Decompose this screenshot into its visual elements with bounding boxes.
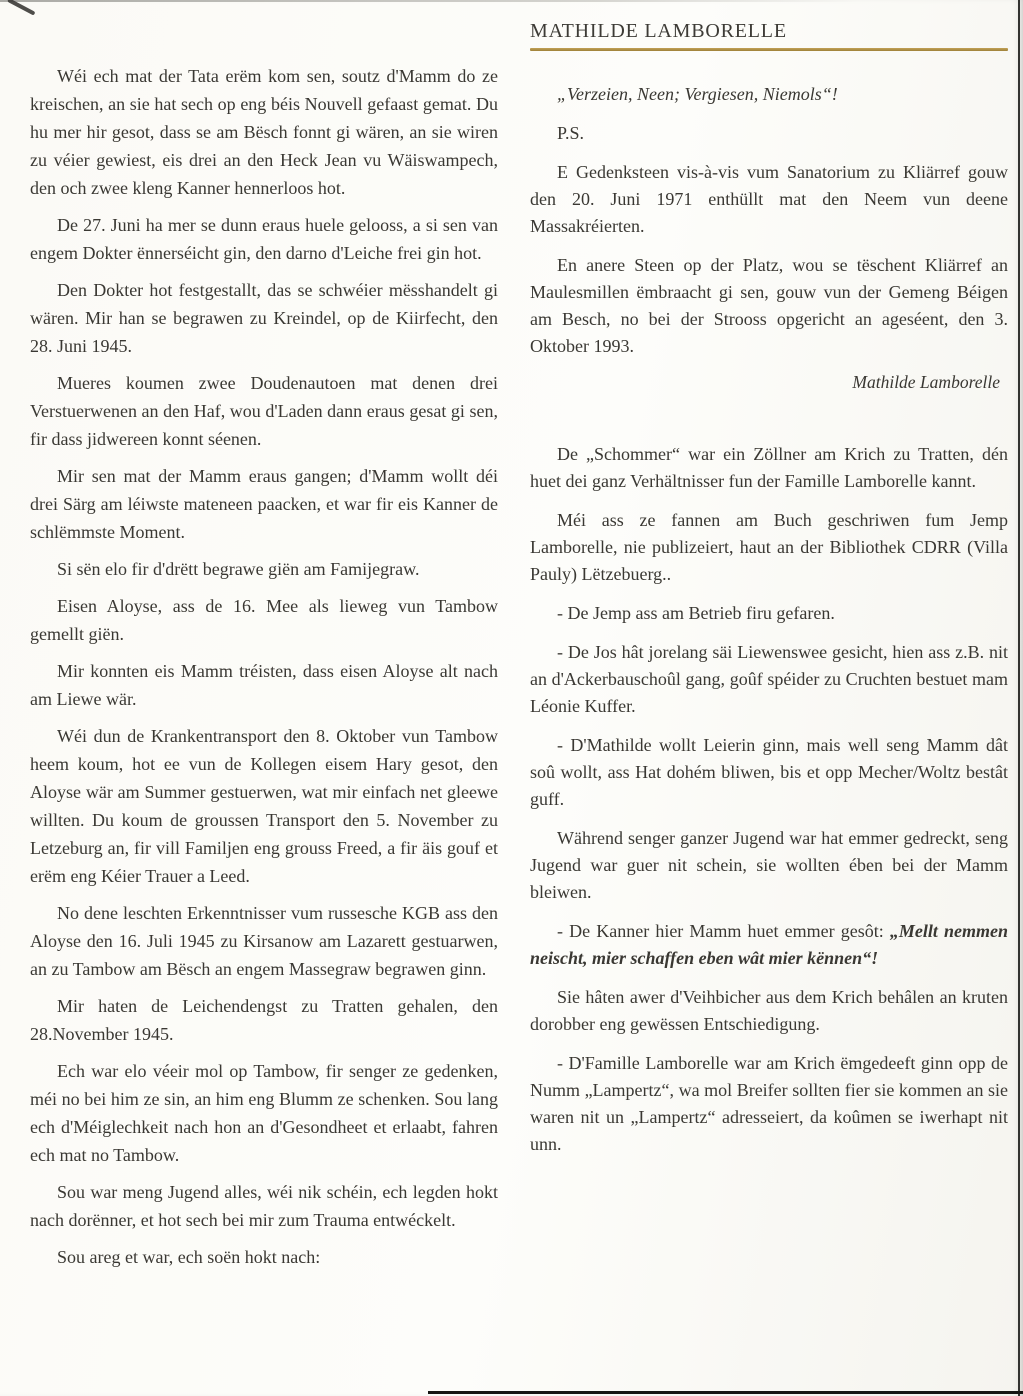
paragraph: Mir haten de Leichendengst zu Tratten gehalen, den 28.November 1945. bbox=[30, 996, 498, 1044]
paragraph: Sie hâten awer d'Veihbicher aus dem Krich behâlen an kruten dorobber eng gewëssen Entschiedigung. bbox=[530, 987, 1008, 1034]
ps-label: P.S. bbox=[557, 123, 585, 143]
dash-item bbox=[530, 918, 1008, 972]
paragraph: Méi ass ze fannen am Buch geschriwen fum Jemp Lamborelle, nie publizeiert, haut an der Bibliothek CDRR (Villa Pauly) Lëtzebuerg.. bbox=[530, 510, 1008, 584]
paragraph: Sou areg et war, ech soën hokt nach: bbox=[57, 1247, 321, 1267]
scan-artifact-corner-mark bbox=[7, 0, 35, 16]
paragraph: Wéi ech mat der Tata erëm kom sen, soutz d'Mamm do ze kreischen, an sie hat sech op eng béis Nouvell gefaast gemat. Du hu mer hir gesot, dass se am Bësch fonnt gi wären, an sie wiren zu véier gewiest, eis drei an den Heck Jean vu Wäiswampech, den och zwee kleng Kanner hennerloos hot. bbox=[30, 66, 498, 198]
paragraph: E Gedenksteen vis-à-vis vum Sanatorium zu Kliärref gouw den 20. Juni 1971 enthüllt mat den Neem vun deene Massakréierten. bbox=[530, 162, 1008, 236]
dash-item-text: - De Kanner hier Mamm huet emmer gesôt: bbox=[557, 921, 890, 941]
scan-artifact-bottom-edge bbox=[428, 1391, 1023, 1394]
right-column bbox=[530, 20, 1008, 1170]
paragraph: De „Schommer“ war ein Zöllner am Krich zu Tratten, dén huet dei ganz Verhältnisser fun der Famille Lamborelle kannt. bbox=[530, 444, 1008, 491]
paragraph: En anere Steen op der Platz, wou se tëschent Kliärref an Maulesmillen ëmbraacht gi sen, gouw vun der Gemeng Béigen am Besch, no bei der Strooss opgericht an ageséent, den 3. Oktober 1993. bbox=[530, 255, 1008, 356]
scan-artifact-top-edge bbox=[0, 0, 860, 2]
author-signature: Mathilde Lamborelle bbox=[852, 372, 1000, 392]
dash-item: - D'Famille Lamborelle war am Krich ëmgedeeft ginn opp de Numm „Lampertz“, wa mol Breifer sollten fier sie kommen an sie waren nit un „Lampertz“ adresseiert, da koûmen se iwerhapt nit unn. bbox=[530, 1053, 1008, 1154]
paragraph: Wéi dun de Krankentransport den 8. Oktober vun Tambow heem koum, hot ee vun de Kollegen eisem Hary gesot, den Aloyse wär am Summer gestuerwen, wat mir einfach net gleewe willten. Du koum de groussen Transport den 5. November zu Letzeburg an, fir vill Familjen eng grouss Freed, a fir äis gouf et erëm eng Kéier Trauer a Leed. bbox=[30, 726, 498, 886]
motto-quote: „Verzeien, Neen; Vergiesen, Niemols“! bbox=[557, 84, 838, 104]
paragraph: Si sën elo fir d'drëtt begrawe giën am Famijegraw. bbox=[57, 559, 420, 579]
dash-item: - D'Mathilde wollt Leierin ginn, mais well seng Mamm dât soû wollt, ass Hat dohém bliwen, bis et opp Mecher/Woltz bestât guff. bbox=[530, 735, 1008, 809]
paragraph: Sou war meng Jugend alles, wéi nik schéin, ech legden hokt nach dorënner, et hot sech bei mir zum Trauma entwéckelt. bbox=[30, 1182, 498, 1230]
paragraph: Mueres koumen zwee Doudenautoen mat denen drei Verstuerwenen an den Haf, wou d'Laden dann eraus gesat gi sen, fir dass jidwereen konnt séenen. bbox=[30, 373, 498, 449]
paragraph: Ech war elo véeir mol op Tambow, fir senger ze gedenken, méi no bei him ze sin, an him eng Blumm ze schenken. Sou lang ech d'Méiglechkeit nach hon an d'Gesondheet et erlaabt, fahren ech mat no Tambow. bbox=[30, 1061, 498, 1165]
page-header bbox=[530, 20, 1008, 51]
paragraph: De 27. Juni ha mer se dunn eraus huele gelooss, a si sen van engem Dokter ënnerséicht gin, den darno d'Leiche frei gin hot. bbox=[30, 215, 498, 263]
paragraph: No dene leschten Erkenntnisser vum russesche KGB ass den Aloyse den 16. Juli 1945 zu Kirsanow am Lazarett gestuarwen, an zu Tambow am Bësch an engem Massegraw begrawen ginn. bbox=[30, 903, 498, 979]
paragraph: Während senger ganzer Jugend war hat emmer gedreckt, seng Jugend war guer nit schein, sie wollten ében bei der Mamm bleiwen. bbox=[530, 828, 1008, 902]
scan-artifact-right-edge bbox=[1018, 0, 1021, 1396]
left-column bbox=[30, 62, 498, 1280]
paragraph: Mir konnten eis Mamm tréisten, dass eisen Aloyse alt nach am Liewe wär. bbox=[30, 661, 498, 709]
paragraph: Mir sen mat der Mamm eraus gangen; d'Mamm wollt déi drei Särg am léiwste mateneen paacken, et war fir eis Kanner de schlëmmste Moment. bbox=[30, 466, 498, 542]
header-underline bbox=[530, 48, 1008, 51]
dash-item: - De Jos hât jorelang säi Liewenswee gesicht, hien ass z.B. nit an d'Ackerbauschoûl gang, goûf spéider zu Cruchten bestuet mam Léonie Kuffer. bbox=[530, 642, 1008, 716]
dash-item: - De Jemp ass am Betrieb firu gefaren. bbox=[557, 603, 835, 623]
paragraph: Den Dokter hot festgestallt, das se schwéier mësshandelt gi wären. Mir han se begrawen zu Kreindel, op de Kiirfecht, den 28. Juni 1945. bbox=[30, 280, 498, 356]
page-title: MATHILDE LAMBORELLE bbox=[530, 20, 787, 42]
paragraph: Eisen Aloyse, ass de 16. Mee als lieweg vun Tambow gemellt giën. bbox=[30, 596, 498, 644]
emphasized-quote: „Mellt nemmen neischt, mier schaffen eben wât mier kënnen“! bbox=[530, 921, 1008, 968]
